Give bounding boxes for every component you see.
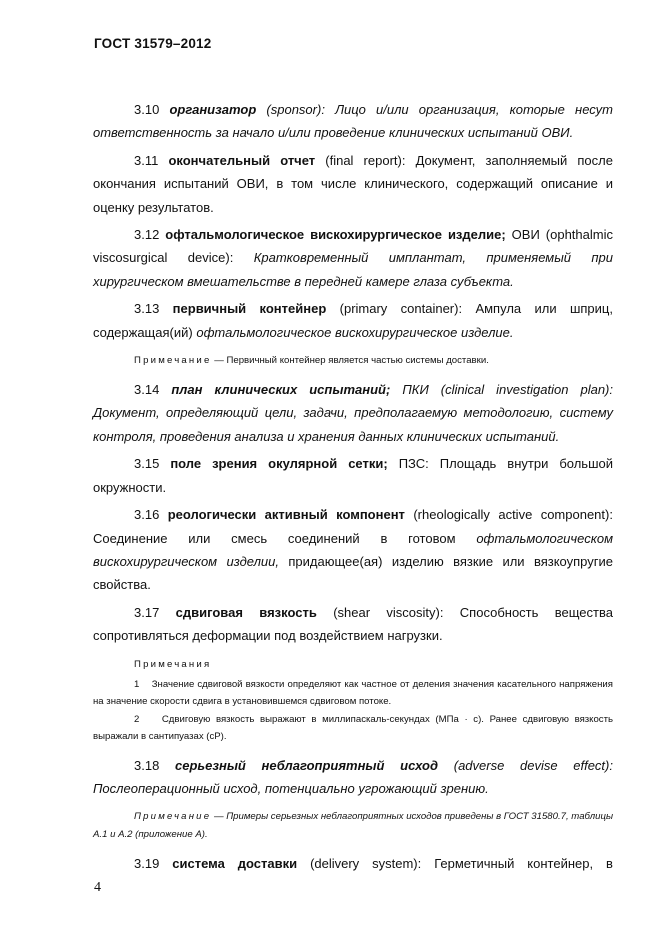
term-3-11: 3.11 окончательный отчет (final report): Документ, заполняемый после окончания испытаний ОВИ, в том числе клинического, содержащий описание и оценку результатов.	[93, 152, 613, 215]
term-delivery-system: система доставки	[172, 856, 298, 872]
term-shear-viscosity: сдвиговая вязкость	[175, 604, 317, 620]
note-3-18: Примечание — Примеры серьезных неблагоприятных исходов приведены в ГОСТ 31580.7, таблицы А.1 и А.2 (приложение А).	[93, 811, 614, 841]
page-number: 4	[94, 880, 101, 895]
term-3-19: 3.19 система доставки (delivery system): Герметичный контейнер, в	[134, 856, 613, 872]
term-serious-adverse-effect: серьезный неблагоприятный исход	[175, 757, 439, 773]
term-field-of-view: поле зрения окулярной сетки;	[170, 456, 388, 472]
term-ophthalmic-device: офтальмологическое вискохирургическое изделие;	[165, 227, 506, 243]
term-3-17: 3.17 сдвиговая вязкость (shear viscosity): Способность вещества сопротивляться деформации под воздействием нагрузки.	[93, 604, 613, 644]
note-item: 2 Сдвиговую вязкость выражают в миллипаскаль-секундах (МПа · с). Ранее сдвиговую вязкость выражали в сантипуазах (cP).	[93, 713, 613, 743]
term-3-14: 3.14 план клинических испытаний; ПКИ (clinical investigation plan): Документ, определяющий цели, задачи, предполагаемую методологию, систему контроля, проведения анализа и хранения данных клинических испытаний.	[93, 382, 613, 444]
term-primary-container: первичный контейнер	[172, 301, 327, 317]
term-rheologically-active: реологически активный компонент	[167, 507, 405, 523]
document-header: ГОСТ 31579–2012	[94, 36, 212, 51]
term-3-16: 3.16 реологически активный компонент (rheologically active component): Соединение или смесь соединений в готовом офтальмологическом вискохирургическом изделии, придающее(ая) изделию вязкие или вязкоупругие свойства.	[93, 507, 613, 593]
term-final-report: окончательный отчет	[168, 152, 316, 168]
term-3-15: 3.15 поле зрения окулярной сетки; ПЗС: Площадь внутри большой окружности.	[93, 456, 613, 495]
notes-3-17-heading: Примечания	[134, 658, 212, 670]
term-3-18: 3.18 серьезный неблагоприятный исход (adverse devise effect): Послеоперационный исход, потенциально угрожающий зрению.	[93, 757, 613, 796]
note-item: 1 Значение сдвиговой вязкости определяют как частное от деления значения касательного напряжения на значение скорости сдвига в установившемся сдвиговом потоке.	[93, 678, 613, 708]
term-clinical-plan: план клинических испытаний;	[171, 382, 391, 398]
term-3-12: 3.12 офтальмологическое вискохирургическое изделие; ОВИ (ophthalmic viscosurgical device): Кратковременный имплантат, применяемый при хирургическом вмешательстве в передней камере глаза субъекта.	[93, 227, 614, 289]
document-body	[93, 98, 613, 876]
term-3-13: 3.13 первичный контейнер (primary container): Ампула или шприц, содержащая(ий) офтальмологическое вискохирургическое изделие.	[93, 301, 613, 340]
note-3-13: Примечание — Первичный контейнер является частью системы доставки.	[134, 355, 489, 367]
term-3-10: 3.10 организатор (sponsor): Лицо и/или организация, которые несут ответственность за начало и/или проведение клинических испытаний ОВИ.	[93, 102, 613, 141]
term-organizer: организатор	[169, 102, 257, 117]
